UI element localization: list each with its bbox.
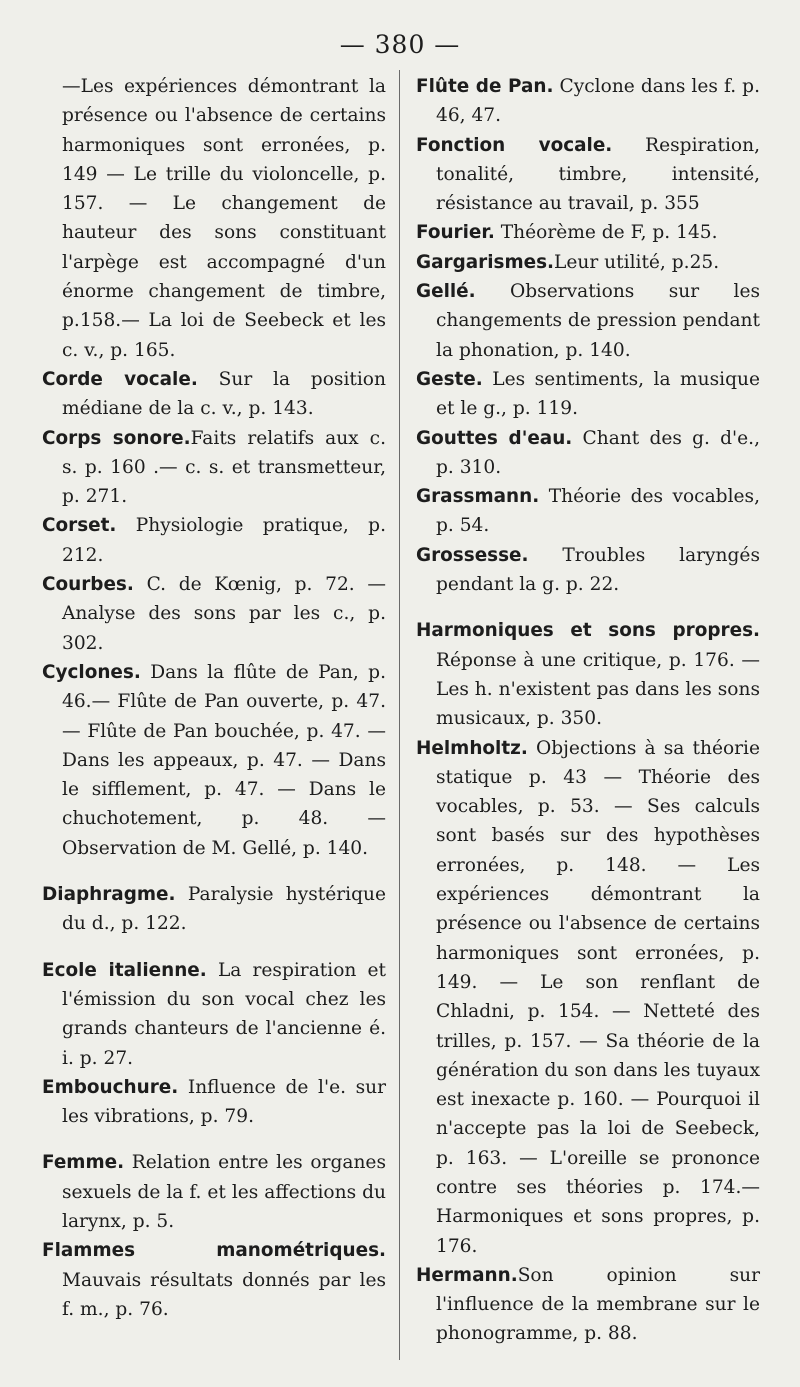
entry-text: Théorie des vocables, p. 54.	[436, 486, 760, 537]
entry-headword: Gargarismes.	[416, 251, 555, 273]
right-column	[416, 72, 760, 1349]
entry-text: Influence de l'e. sur les vibrations, p. 79.	[62, 1076, 387, 1128]
column-divider	[399, 70, 400, 1360]
entry-text: Observations sur les changements de pression pendant la phonation, p. 140.	[436, 281, 760, 361]
left-column	[42, 72, 386, 1324]
entry-text: Objections à sa théorie statique p. 43 — Théorie des vocables, p. 53. — Ses calculs sont basés sur des hypothèses erronées, p. 148. — Les expériences démontrant la présence ou l'absence de certains harmoniques sont erronées, p. 149. — Le son renflant de Chladni, p. 154. — Netteté des trilles, p. 157. — Sa théorie de la génération du son dans les tuyaux est inexacte p. 160. — Pourquoi il n'accepte pas la loi de Seebeck, p. 163. — L'oreille se prononce contre ses théories p. 174.— Harmoniques et sons propres, p. 176.	[436, 737, 760, 1257]
entry-text: Sur la position médiane de la c. v., p. 143.	[62, 368, 386, 420]
index-entry	[416, 277, 760, 365]
entry-text: Théorème de F, p. 145.	[500, 222, 718, 244]
entry-headword: Gellé.	[416, 281, 476, 303]
entry-text: C. de Kœnig, p. 72. — Analyse des sons par les c., p. 302.	[62, 574, 386, 654]
entry-headword: Grossesse.	[416, 544, 529, 566]
entry-headword: Diaphragme.	[42, 884, 176, 906]
entry-text: Faits relatifs aux c. s. p. 160 .— c. s. et transmetteur, p. 271.	[62, 427, 386, 508]
entry-headword: Courbes.	[42, 574, 134, 596]
entry-headword: Gouttes d'eau.	[416, 427, 573, 449]
index-entry-continuation	[42, 72, 386, 365]
entry-headword: Embouchure.	[42, 1076, 179, 1098]
entry-text: —Les expériences démontrant la présence ou l'absence de certains harmoniques sont erronées, p. 149 — Le trille du violoncelle, p. 157. — Le changement de hauteur des sons constituant l'arpège est accompagné d'un énorme changement de timbre, p.158.— La loi de Seebeck et les c. v., p. 165.	[62, 76, 386, 361]
index-entry	[42, 1073, 386, 1132]
entry-text: Cyclone dans les f. p. 46, 47.	[436, 76, 760, 127]
entry-headword: Flûte de Pan.	[416, 76, 554, 97]
index-entry	[42, 658, 386, 863]
index-entry	[416, 616, 760, 733]
index-entry	[42, 956, 386, 1073]
entry-headword: Geste.	[416, 368, 483, 390]
entry-headword: Corps sonore.	[42, 427, 191, 449]
entry-headword: Fourier.	[416, 222, 495, 244]
page-number: — 380 —	[339, 30, 461, 59]
index-entry	[42, 880, 386, 939]
entry-text: Réponse à une critique, p. 176. — Les h. n'existent pas dans les sons musicaux, p. 350.	[436, 649, 761, 730]
entry-text: Son opinion sur l'influence de la membrane sur le phonogramme, p. 88.	[436, 1264, 760, 1345]
entry-headword: Femme.	[42, 1152, 125, 1174]
entry-headword: Cyclones.	[42, 661, 141, 683]
index-entry	[416, 541, 760, 600]
entry-headword: Helmholtz.	[416, 737, 528, 759]
entry-headword: Fonction vocale.	[416, 134, 613, 156]
entry-text: Les sentiments, la musique et le g., p. 119.	[436, 368, 760, 420]
index-entry	[416, 482, 760, 541]
index-entry	[42, 511, 386, 570]
entry-text: Mauvais résultats donnés par les f. m., p. 76.	[62, 1269, 386, 1320]
entry-headword: Hermann.	[416, 1264, 518, 1286]
index-entry	[416, 218, 760, 247]
index-entry	[416, 1261, 760, 1349]
index-entry	[42, 424, 386, 512]
index-entry	[42, 570, 386, 658]
entry-text: Chant des g. d'e., p. 310.	[436, 427, 760, 478]
entry-text: Relation entre les organes sexuels de la f. et les affections du larynx, p. 5.	[62, 1152, 386, 1232]
entry-text: Dans la flûte de Pan, p. 46.— Flûte de Pan ouverte, p. 47. — Flûte de Pan bouchée, p. 47. — Dans les appeaux, p. 47. — Dans le sifflement, p. 47. — Dans le chuchotement, p. 48. — Observation de M. Gellé, p. 140.	[62, 661, 386, 859]
entry-text: Leur utilité, p.25.	[554, 251, 720, 273]
entry-text: Paralysie hystérique du d., p. 122.	[62, 884, 386, 935]
index-entry	[42, 365, 386, 424]
entry-headword: Harmoniques et sons propres.	[416, 620, 760, 642]
entry-text: Respiration, tonalité, timbre, intensité, résistance au travail, p. 355	[436, 134, 760, 215]
entry-text: La respiration et l'émission du son vocal chez les grands chanteurs de l'ancienne é. i. p. 27.	[62, 959, 387, 1069]
index-entry	[42, 1148, 386, 1236]
index-entry	[416, 424, 760, 483]
index-entry	[416, 72, 760, 131]
entry-text: Troubles laryngés pendant la g. p. 22.	[436, 544, 760, 596]
index-entry	[42, 1236, 386, 1324]
index-entry	[416, 248, 760, 277]
entry-headword: Grassmann.	[416, 486, 540, 508]
entry-headword: Ecole italienne.	[42, 959, 207, 981]
index-entry	[416, 734, 760, 1261]
entry-headword: Corset.	[42, 515, 117, 537]
entry-headword: Corde vocale.	[42, 368, 198, 390]
entry-headword: Flammes manométriques.	[42, 1240, 386, 1262]
entry-text: Physiologie pratique, p. 212.	[62, 515, 386, 566]
index-entry	[416, 131, 760, 219]
index-entry	[416, 365, 760, 424]
